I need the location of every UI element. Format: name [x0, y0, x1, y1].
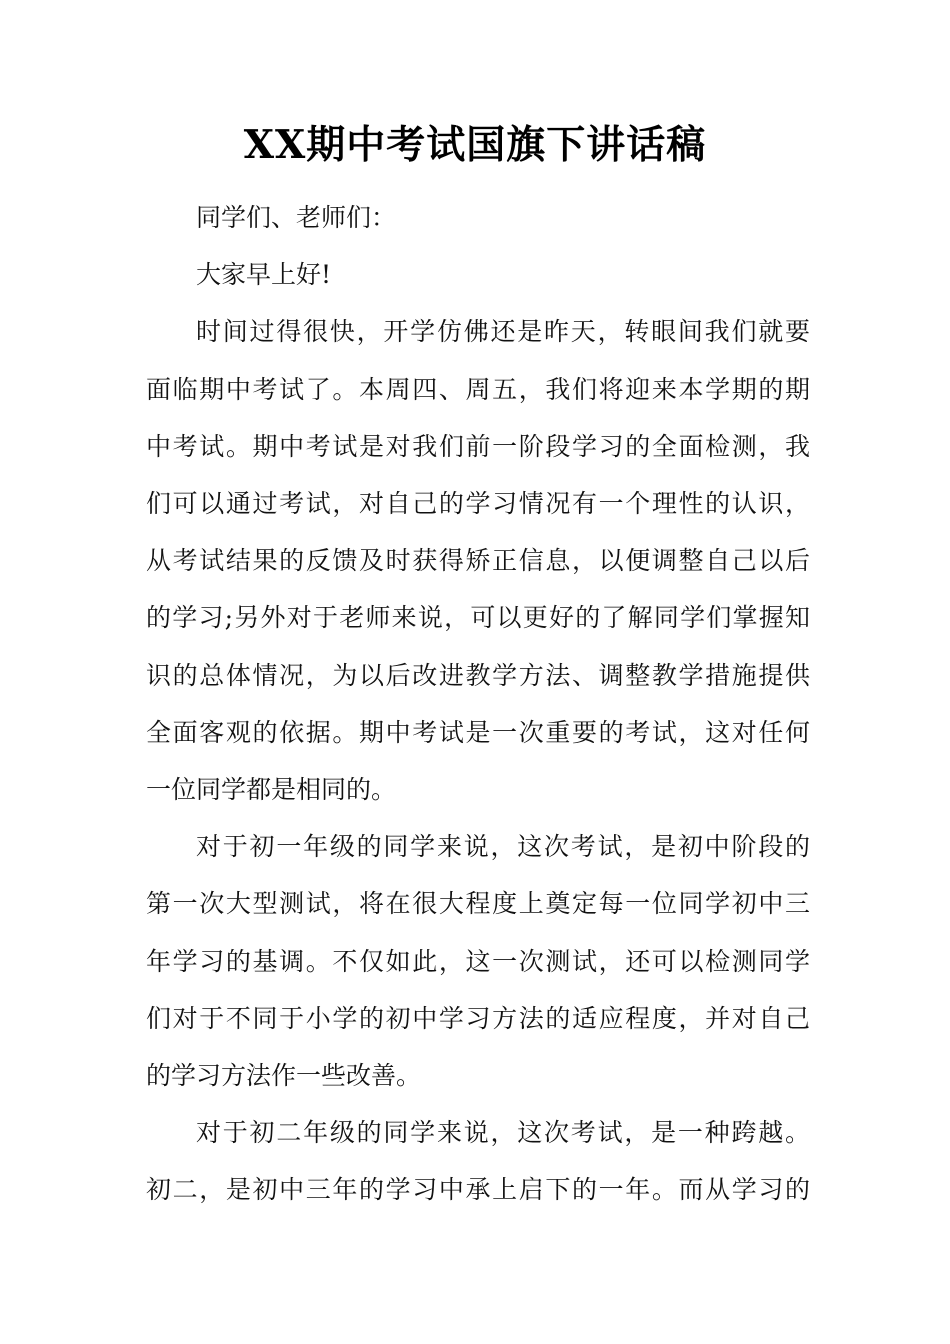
paragraph-1-line: 从考试结果的反馈及时获得矫正信息，以便调整自己以后 [146, 546, 810, 576]
paragraph-2-line: 对于初一年级的同学来说，这次考试，是初中阶段的 [196, 832, 810, 862]
document-body [146, 189, 810, 1219]
greeting-line: 同学们、老师们： [196, 203, 397, 232]
paragraph-1-line: 们可以通过考试，对自己的学习情况有一个理性的认识， [146, 489, 810, 519]
paragraph-1-line: 中考试。期中考试是对我们前一阶段学习的全面检测，我 [146, 431, 810, 461]
paragraph-1-line: 的学习;另外对于老师来说，可以更好的了解同学们掌握知 [146, 603, 810, 633]
salutation-line: 大家早上好! [196, 260, 332, 290]
paragraph-2-line: 的学习方法作一些改善。 [146, 1061, 422, 1091]
paragraph-2-line: 们对于不同于小学的初中学习方法的适应程度，并对自己 [146, 1003, 810, 1033]
paragraph-1-line: 全面客观的依据。期中考试是一次重要的考试，这对任何 [146, 717, 810, 747]
paragraph-3 [146, 1104, 810, 1218]
paragraph-1-line: 识的总体情况，为以后改进教学方法、调整教学措施提供 [146, 660, 810, 690]
paragraph-3-line: 对于初二年级的同学来说，这次考试，是一种跨越。 [196, 1118, 810, 1148]
paragraph-1-line: 面临期中考试了。本周四、周五，我们将迎来本学期的期 [146, 374, 810, 404]
paragraph-1 [146, 303, 810, 818]
paragraph-1-line: 时间过得很快，开学仿佛还是昨天，转眼间我们就要 [196, 317, 810, 347]
paragraph-3-line: 初二，是初中三年的学习中承上启下的一年。而从学习的 [146, 1175, 810, 1205]
paragraph-2 [146, 818, 810, 1104]
document-title: XX期中考试国旗下讲话稿 [243, 122, 707, 168]
paragraph-2-line: 第一次大型测试，将在很大程度上奠定每一位同学初中三 [146, 889, 810, 919]
paragraph-2-line: 年学习的基调。不仅如此，这一次测试，还可以检测同学 [146, 946, 810, 976]
paragraph-1-line: 一位同学都是相同的。 [146, 775, 397, 805]
